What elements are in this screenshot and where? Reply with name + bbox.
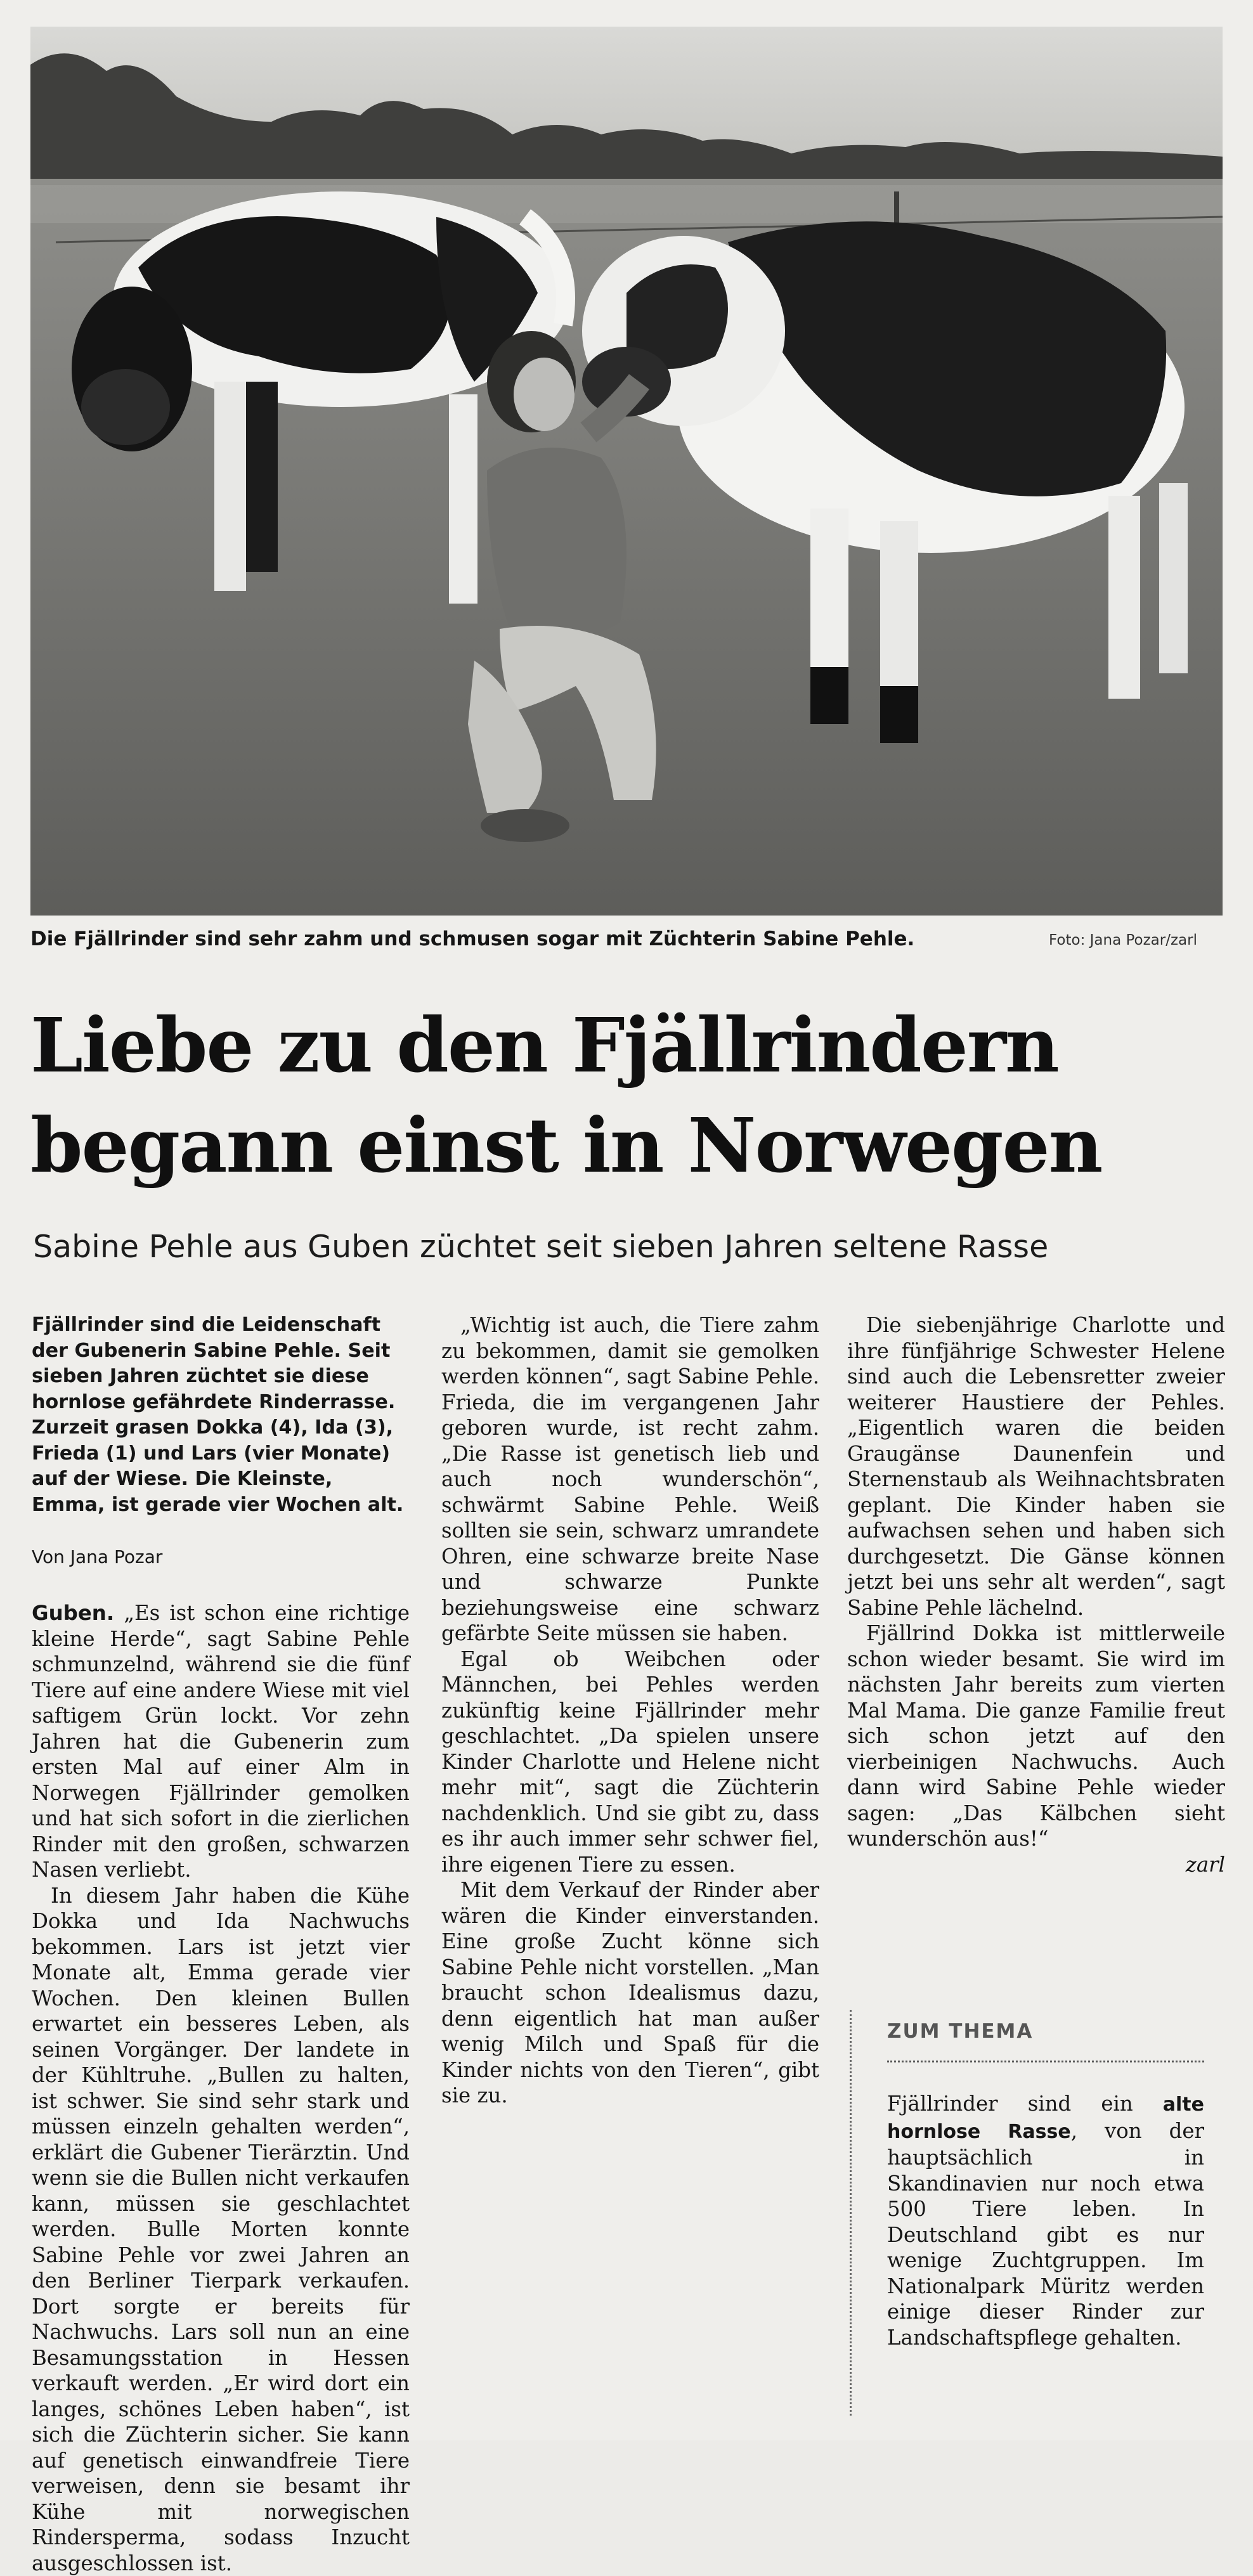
photo-caption: Die Fjällrinder sind sehr zahm und schmusen sogar mit Züchterin Sabine Pehle. xyxy=(30,924,914,954)
article-paragraph-6: Die siebenjährige Charlotte und ihre fünfjährige Schwester Helene sind auch die Lebensretter zweier weiterer Haustiere der Pehles. „Eigentlich waren die beiden Graugänse Daunenfein und Sternenstaub als Weihnachtsbraten geplant. Die Kinder haben sie aufwachsen sehen und haben sich durchgesetzt. Die Gänse können jetzt bei uns sehr alt werden“, sagt Sabine Pehle lächelnd. xyxy=(847,1312,1225,1621)
article-subheadline: Sabine Pehle aus Guben züchtet seit sieben Jahren seltene Rasse xyxy=(33,1225,1212,1269)
headline-line-1: Liebe zu den Fjällrindern xyxy=(30,995,1223,1096)
sidebar-text-bold: alte hornlose Rasse xyxy=(887,2094,1204,2143)
article-byline: Von Jana Pozar xyxy=(32,1544,410,1570)
article-column-1 xyxy=(32,1312,410,2428)
sidebar-title: ZUM THEMA xyxy=(887,2020,1033,2043)
article-signature: zarl xyxy=(847,1852,1225,1878)
article-paragraph-1: „Es ist schon eine richtige kleine Herde“, sagt Sabine Pehle schmunzelnd, während sie die fünf Tiere auf eine andere Wiese mit viel saftigem Grün lockt. Vor zehn Jahren hat die Gubenerin zum ersten Mal auf einer Alm in Norwegen Fjällrinder gemolken und hat sich sofort in die zierlichen Rinder mit den großen, schwarzen Nasen verliebt. xyxy=(32,1601,410,1882)
article-lead: Fjällrinder sind die Leidenschaft der Gubenerin Sabine Pehle. Seit sieben Jahren züchtet sie diese hornlose gefährdete Rinderrasse. Zurzeit grasen Dokka (4), Ida (3), Frieda (1) und Lars (vier Monate) auf der Wiese. Die Kleinste, Emma, ist gerade vier Wochen alt. xyxy=(32,1312,410,1518)
article-paragraph xyxy=(32,1600,410,1883)
sidebar-text xyxy=(887,2091,1204,2350)
cows-photo-illustration xyxy=(30,27,1223,916)
sidebar-text-after: , von der hauptsächlich in Skandinavien nur noch etwa 500 Tiere leben. In Deutschland gibt es nur wenige Zuchtgruppen. Im Nationalpark Müritz werden einige dieser Rinder zur Landschaftspflege gehalten. xyxy=(887,2119,1204,2350)
article-paragraph-5: Mit dem Verkauf der Rinder aber wären die Kinder einverstanden. Eine große Zucht könne sich Sabine Pehle nicht vorstellen. „Man braucht schon Idealismus dazu, denn eigentlich hat man außer wenig Milch und Spaß für die Kinder nichts von den Tieren“, gibt sie zu. xyxy=(441,1877,819,2109)
article-dateline: Guben. xyxy=(32,1601,114,1625)
headline-line-2: begann einst in Norwegen xyxy=(30,1096,1223,1196)
article-headline xyxy=(30,995,1223,1196)
sidebar-divider xyxy=(887,2061,1204,2062)
article-photo xyxy=(30,27,1223,916)
photo-caption-bar xyxy=(30,924,1223,954)
photo-credit: Foto: Jana Pozar/zarl xyxy=(1049,926,1197,955)
sidebar-box xyxy=(850,2010,1217,2416)
sidebar-text-before: Fjällrinder sind ein xyxy=(887,2092,1133,2116)
article-column-3 xyxy=(847,1312,1225,1997)
article-paragraph-2: In diesem Jahr haben die Kühe Dokka und Ida Nachwuchs bekommen. Lars ist jetzt vier Monate alt, Emma gerade vier Wochen. Den kleinen Bullen erwartet ein besseres Leben, als seinen Vorgänger. Der landete in der Kühltruhe. „Bullen zu halten, ist schwer. Sie sind sehr stark und müssen einzeln gehalten werden“, erklärt die Gubener Tierärztin. Und wenn sie die Bullen nicht verkaufen kann, müssen sie geschlachtet werden. Bulle Morten konnte Sabine Pehle vor zwei Jahren an den Berliner Tierpark verkaufen. Dort sorgte er bereits für Nachwuchs. Lars soll nun an eine Besamungsstation in Hessen verkauft werden. „Er wird dort ein langes, schönes Leben haben“, ist sich die Züchterin sicher. Sie kann auf genetisch einwandfreie Tiere verweisen, denn sie besamt ihr Kühe mit norwegischen Rindersperma, sodass Inzucht ausgeschlossen ist. xyxy=(32,1883,410,2576)
article-paragraph-4: Egal ob Weibchen oder Männchen, bei Pehles werden zukünftig keine Fjällrinder mehr geschlachtet. „Da spielen unsere Kinder Charlotte und Helene nicht mehr mit“, sagt die Züchterin nachdenklich. Und sie gibt zu, dass es ihr auch immer sehr schwer fiel, ihre eigenen Tiere zu essen. xyxy=(441,1647,819,1878)
article-column-2 xyxy=(441,1312,819,2428)
article-paragraph-7: Fjällrind Dokka ist mittlerweile schon wieder besamt. Sie wird im nächsten Jahr bereits zum vierten Mal Mama. Die ganze Familie freut sich schon jetzt auf den vierbeinigen Nachwuchs. Auch dann wird Sabine Pehle wieder sagen: „Das Kälbchen sieht wunderschön aus!“ xyxy=(847,1621,1225,1852)
article-paragraph-3: „Wichtig ist auch, die Tiere zahm zu bekommen, damit sie gemolken werden können“, sagt Sabine Pehle. Frieda, die im vergangenen Jahr geboren wurde, ist recht zahm. „Die Rasse ist genetisch lieb und auch noch wunderschön“, schwärmt Sabine Pehle. Weiß sollten sie sein, schwarz umrandete Ohren, eine schwarze breite Nase und schwarze Punkte beziehungsweise eine schwarz gefärbte Seite müssen sie haben. xyxy=(441,1312,819,1647)
